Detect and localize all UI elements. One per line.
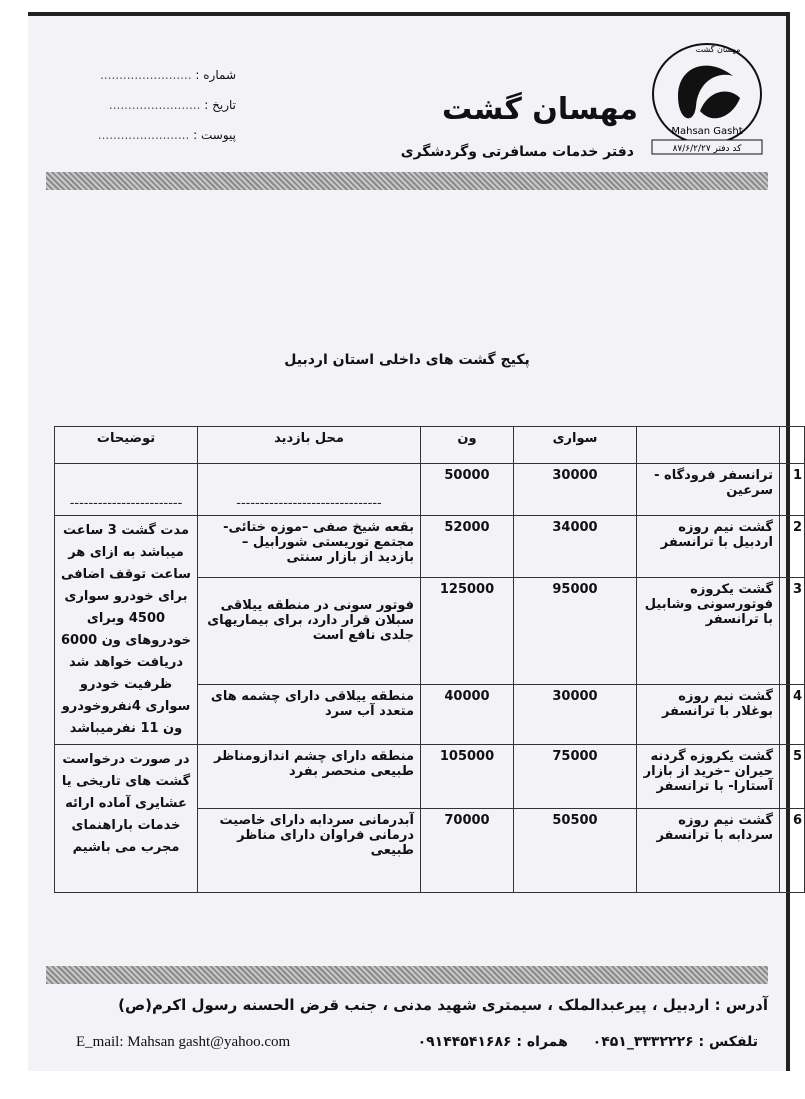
- logo-top-text: مهسان گشت: [695, 45, 741, 54]
- company-logo: [648, 36, 766, 156]
- row-name: گشت یکروزه فوتورسونی وشابیل با ترانسفر: [637, 578, 780, 684]
- table-row: [55, 464, 805, 516]
- table-row: [55, 745, 805, 809]
- row-name: ترانسفر فرودگاه - سرعین: [637, 464, 780, 516]
- row-place: فوتور سونی در منطقه ییلاقی سبلان قرار دارد، برای بیماریهای جلدی نافع است: [198, 578, 421, 684]
- tour-package-table: [54, 426, 805, 893]
- row-name: گشت نیم روزه سردابه با ترانسفر: [637, 809, 780, 893]
- meta-attachment-label: پیوست :: [193, 128, 236, 142]
- meta-number-label: شماره :: [195, 68, 236, 82]
- row-van: 105000: [421, 745, 514, 809]
- row-van: 52000: [421, 516, 514, 578]
- row-savari: 50500: [514, 809, 637, 893]
- row-name: گشت یکروزه گردنه حیران –خرید از بازار آستارا- با ترانسفر: [637, 745, 780, 809]
- row-place: منطقه دارای چشم اندازومناظر طبیعی منحصر بفرد: [198, 745, 421, 809]
- footer-divider-bar: [46, 966, 768, 984]
- row-place: آبدرمانی سردابه دارای خاصیت درمانی فراوان دارای مناظر طبیعی: [198, 809, 421, 893]
- logo-latin-text: Mahsan Gasht: [671, 126, 743, 137]
- letter-meta: [66, 60, 236, 150]
- row-place-cell: [198, 464, 421, 516]
- row-van: 50000: [421, 464, 514, 516]
- meta-date-row: [66, 90, 236, 120]
- row-num: 2: [780, 516, 805, 578]
- logo-code: کد دفتر ۸۷/۶/۲/۲۷: [672, 144, 742, 154]
- row-savari: 34000: [514, 516, 637, 578]
- row-place: بقعه شیخ صفی –موزه ختائی- مجتمع توریستی شورابیل – بازدید از بازار سنتی: [198, 516, 421, 578]
- row-name: گشت نیم روزه اردبیل با ترانسفر: [637, 516, 780, 578]
- meta-date-dots: ........................: [108, 98, 201, 112]
- header-place: محل بازدید: [198, 427, 421, 464]
- row-name: گشت نیم روزه بوغلار با ترانسفر: [637, 684, 780, 744]
- row-num: 6: [780, 809, 805, 893]
- letterhead-page: [28, 12, 802, 1071]
- meta-attachment-row: [66, 120, 236, 150]
- header-num: [780, 427, 805, 464]
- row-place: -------------------------------: [236, 496, 382, 511]
- merged-desc-duration: مدت گشت 3 ساعت میباشد به ازای هر ساعت توقف اضافی برای خودرو سواری 4500 وبرای خودروهای ون 6000 دریافت خواهد شد ظرفیت خودرو سواری 4نفروخودرو ون 11 نفرمیباشد: [55, 516, 198, 745]
- meta-number-dots: ........................: [100, 68, 192, 82]
- table-header-row: [55, 427, 805, 464]
- row-num: 4: [780, 684, 805, 744]
- row-van: 40000: [421, 684, 514, 744]
- footer-telfax: تلفکس : ۳۳۳۲۲۲۶_۰۴۵۱: [592, 1034, 758, 1050]
- row-desc-cell: [55, 464, 198, 516]
- row-num: 1: [780, 464, 805, 516]
- footer-mobile: همراه : ۰۹۱۴۴۵۴۱۶۸۶: [417, 1034, 568, 1050]
- company-name: مهسان گشت: [442, 92, 638, 127]
- meta-number-row: [66, 60, 236, 90]
- meta-date-label: تاریخ :: [204, 98, 236, 112]
- tour-table-wrapper: [54, 426, 802, 893]
- header-savari: سواری: [514, 427, 637, 464]
- row-place: منطقه ییلاقی دارای چشمه های متعدد آب سرد: [198, 684, 421, 744]
- row-van: 70000: [421, 809, 514, 893]
- footer-phones: [418, 1034, 758, 1050]
- footer-address: آدرس : اردبیل ، پیرعبدالملک ، سیمتری شهید مدنی ، جنب قرض الحسنه رسول اکرم(ص): [118, 996, 768, 1014]
- row-desc: ------------------------: [69, 496, 183, 511]
- row-savari: 30000: [514, 684, 637, 744]
- header-divider-bar: [46, 172, 768, 190]
- row-num: 5: [780, 745, 805, 809]
- meta-attachment-dots: ........................: [97, 128, 190, 142]
- header-desc: توضیحات: [55, 427, 198, 464]
- merged-desc-request: در صورت درخواست گشت های تاریخی یا عشایری آماده ارائه خدمات باراهنمای مجرب می باشیم: [55, 745, 198, 893]
- row-savari: 95000: [514, 578, 637, 684]
- letterhead-header: [386, 36, 766, 176]
- header-van: ون: [421, 427, 514, 464]
- footer-email: E_mail: Mahsan gasht@yahoo.com: [76, 1034, 291, 1050]
- company-subtitle: دفتر خدمات مسافرتی وگردشگری: [400, 144, 634, 160]
- row-van: 125000: [421, 578, 514, 684]
- table-row: [55, 516, 805, 578]
- row-savari: 30000: [514, 464, 637, 516]
- row-num: 3: [780, 578, 805, 684]
- row-savari: 75000: [514, 745, 637, 809]
- header-name: [637, 427, 780, 464]
- document-title: پکیج گشت های داخلی استان اردبیل: [284, 352, 530, 368]
